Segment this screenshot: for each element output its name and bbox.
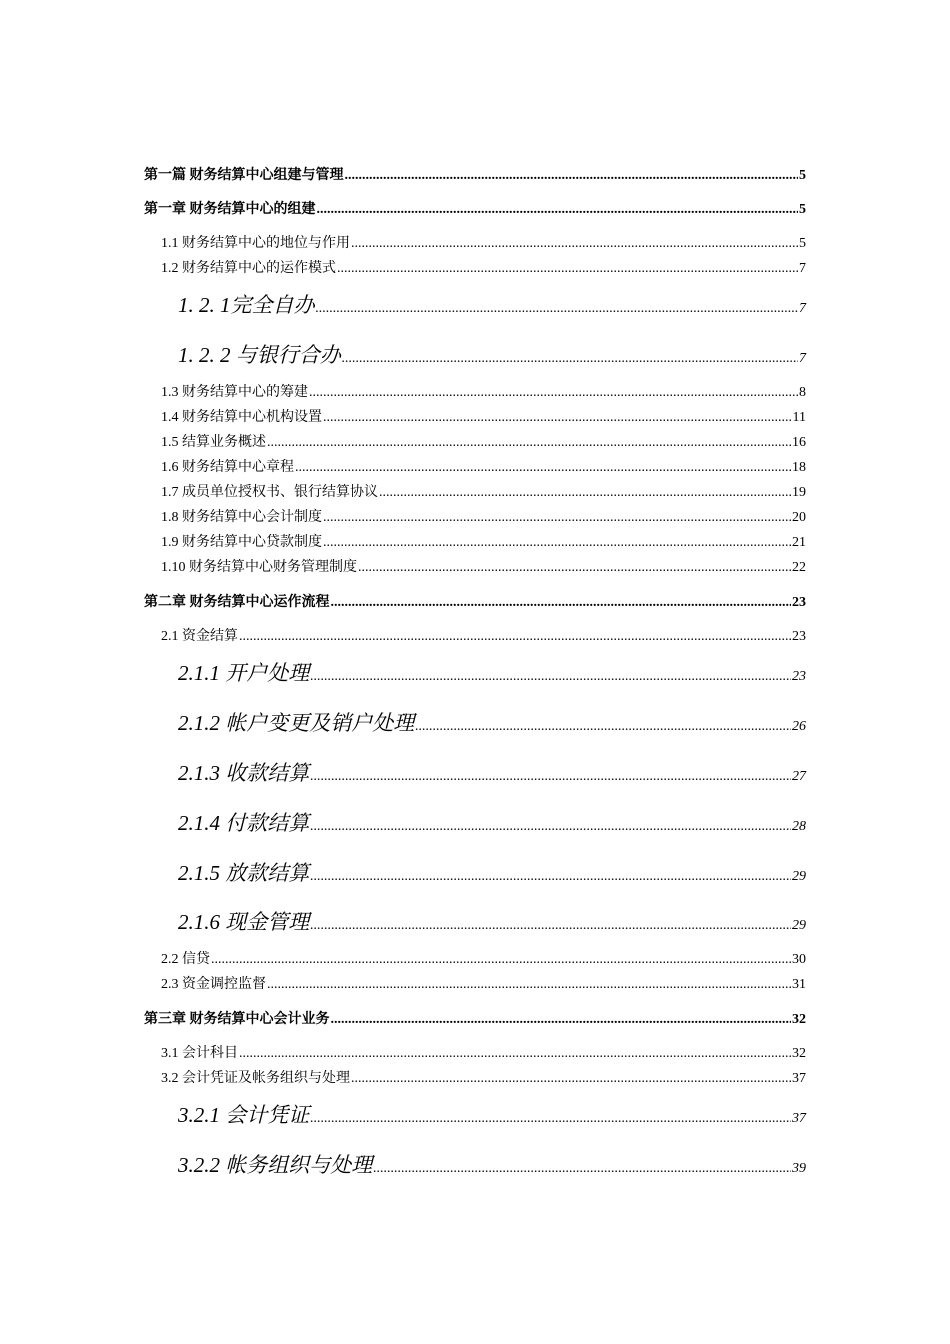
toc-entry[interactable] bbox=[178, 1149, 806, 1179]
toc-entry[interactable] bbox=[144, 1008, 806, 1028]
toc-entry-title: 1.9 财务结算中心贷款制度 bbox=[161, 535, 322, 550]
toc-leader-dots bbox=[323, 410, 792, 426]
toc-entry-page: 32 bbox=[792, 1046, 806, 1061]
toc-leader-dots bbox=[351, 1071, 791, 1087]
toc-entry[interactable] bbox=[178, 807, 806, 837]
toc-entry[interactable] bbox=[161, 948, 806, 968]
toc-leader-dots bbox=[323, 535, 791, 551]
toc-entry-page: 28 bbox=[792, 819, 806, 834]
toc-leader-dots bbox=[310, 869, 791, 885]
toc-entry-page: 16 bbox=[792, 435, 806, 450]
toc-entry[interactable] bbox=[161, 456, 806, 476]
toc-leader-dots bbox=[316, 301, 799, 317]
toc-entry-page: 8 bbox=[799, 385, 806, 400]
toc-entry[interactable] bbox=[161, 625, 806, 645]
toc-entry-page: 7 bbox=[799, 261, 806, 276]
toc-entry[interactable] bbox=[161, 973, 806, 993]
toc-leader-dots bbox=[331, 1012, 792, 1028]
toc-leader-dots bbox=[317, 202, 799, 218]
toc-entry-page: 29 bbox=[792, 918, 806, 933]
toc-entry[interactable] bbox=[178, 857, 806, 887]
toc-entry-title: 3.2.1 会计凭证 bbox=[178, 1103, 310, 1127]
toc-entry-page: 26 bbox=[792, 719, 806, 734]
toc-entry-title: 2.1.1 开户处理 bbox=[178, 661, 310, 685]
toc-entry[interactable] bbox=[178, 906, 806, 936]
toc-entry[interactable] bbox=[161, 232, 806, 252]
toc-entry-page: 5 bbox=[799, 168, 806, 183]
toc-entry[interactable] bbox=[144, 164, 806, 184]
toc-leader-dots bbox=[358, 560, 791, 576]
toc-entry[interactable] bbox=[178, 657, 806, 687]
toc-entry-title: 1.7 成员单位授权书、银行结算协议 bbox=[161, 485, 378, 500]
toc-leader-dots bbox=[309, 385, 798, 401]
toc-entry-title: 2.1.4 付款结算 bbox=[178, 811, 310, 835]
toc-entry-title: 第三章 财务结算中心会计业务 bbox=[144, 1012, 330, 1027]
toc-entry-title: 2.1.5 放款结算 bbox=[178, 861, 310, 885]
toc-leader-dots bbox=[239, 1046, 791, 1062]
toc-entry-page: 23 bbox=[792, 595, 806, 610]
toc-entry-title: 1.3 财务结算中心的筹建 bbox=[161, 385, 308, 400]
toc-entry-page: 23 bbox=[792, 669, 806, 684]
toc-entry-title: 2.1 资金结算 bbox=[161, 629, 238, 644]
toc-entry-title: 第一篇 财务结算中心组建与管理 bbox=[144, 168, 344, 183]
toc-entry-page: 22 bbox=[792, 560, 806, 575]
toc-entry-page: 30 bbox=[792, 952, 806, 967]
toc-entry-page: 5 bbox=[799, 236, 806, 251]
toc-entry-page: 5 bbox=[799, 202, 806, 217]
toc-leader-dots bbox=[323, 510, 791, 526]
toc-entry[interactable] bbox=[178, 757, 806, 787]
toc-leader-dots bbox=[310, 769, 791, 785]
toc-entry[interactable] bbox=[161, 406, 806, 426]
toc-leader-dots bbox=[267, 977, 791, 993]
toc-entry[interactable] bbox=[161, 506, 806, 526]
toc-entry-page: 7 bbox=[799, 351, 806, 366]
toc-entry-page: 29 bbox=[792, 869, 806, 884]
toc-entry-page: 18 bbox=[792, 460, 806, 475]
toc-leader-dots bbox=[310, 819, 791, 835]
toc-entry-title: 1.1 财务结算中心的地位与作用 bbox=[161, 236, 350, 251]
toc-entry-title: 3.2.2 帐务组织与处理 bbox=[178, 1153, 373, 1177]
toc-entry[interactable] bbox=[178, 707, 806, 737]
toc-entry-page: 21 bbox=[792, 535, 806, 550]
toc-entry[interactable] bbox=[161, 381, 806, 401]
toc-entry-title: 2.1.6 现金管理 bbox=[178, 910, 310, 934]
toc-entry-title: 1.10 财务结算中心财务管理制度 bbox=[161, 560, 357, 575]
toc-leader-dots bbox=[331, 595, 792, 611]
toc-entry[interactable] bbox=[178, 339, 806, 369]
toc-leader-dots bbox=[337, 261, 798, 277]
toc-leader-dots bbox=[415, 719, 791, 735]
toc-entry-title: 2.3 资金调控监督 bbox=[161, 977, 266, 992]
toc-entry-title: 第二章 财务结算中心运作流程 bbox=[144, 595, 330, 610]
toc-leader-dots bbox=[295, 460, 791, 476]
toc-entry[interactable] bbox=[144, 591, 806, 611]
toc-leader-dots bbox=[342, 351, 798, 367]
toc-leader-dots bbox=[310, 918, 791, 934]
toc-entry[interactable] bbox=[144, 198, 806, 218]
toc-entry[interactable] bbox=[178, 1099, 806, 1129]
toc-entry[interactable] bbox=[178, 289, 806, 319]
toc-entry[interactable] bbox=[161, 481, 806, 501]
toc-entry-title: 2.1.2 帐户变更及销户处理 bbox=[178, 711, 415, 735]
toc-leader-dots bbox=[351, 236, 798, 252]
toc-entry-page: 37 bbox=[792, 1071, 806, 1086]
toc-leader-dots bbox=[239, 629, 791, 645]
toc-entry[interactable] bbox=[161, 257, 806, 277]
toc-entry-page: 20 bbox=[792, 510, 806, 525]
toc-entry-page: 37 bbox=[792, 1111, 806, 1126]
toc-entry-title: 2.2 信贷 bbox=[161, 952, 210, 967]
toc-entry-page: 27 bbox=[792, 769, 806, 784]
toc-entry-page: 7 bbox=[799, 301, 806, 316]
toc-entry-page: 31 bbox=[792, 977, 806, 992]
toc-entry[interactable] bbox=[161, 556, 806, 576]
toc-entry-title: 1.2 财务结算中心的运作模式 bbox=[161, 261, 336, 276]
toc-leader-dots bbox=[267, 435, 791, 451]
toc-entry-title: 第一章 财务结算中心的组建 bbox=[144, 202, 316, 217]
toc-entry[interactable] bbox=[161, 1042, 806, 1062]
toc-entry-title: 1.5 结算业务概述 bbox=[161, 435, 266, 450]
toc-entry-page: 19 bbox=[792, 485, 806, 500]
toc-entry-page: 32 bbox=[792, 1012, 806, 1027]
toc-leader-dots bbox=[379, 485, 791, 501]
toc-entry[interactable] bbox=[161, 531, 806, 551]
toc-entry-title: 1. 2. 1完全自办 bbox=[178, 293, 315, 317]
toc-entry[interactable] bbox=[161, 431, 806, 451]
toc-entry-title: 1.8 财务结算中心会计制度 bbox=[161, 510, 322, 525]
toc-entry-title: 1. 2. 2 与银行合办 bbox=[178, 343, 341, 367]
toc-entry-page: 39 bbox=[792, 1161, 806, 1176]
toc-leader-dots bbox=[345, 168, 799, 184]
toc-leader-dots bbox=[310, 669, 791, 685]
toc-entry-title: 2.1.3 收款结算 bbox=[178, 761, 310, 785]
toc-entry-title: 3.1 会计科目 bbox=[161, 1046, 238, 1061]
toc-entry-page: 11 bbox=[792, 410, 806, 425]
toc-leader-dots bbox=[310, 1111, 791, 1127]
toc-leader-dots bbox=[211, 952, 791, 968]
toc-entry-title: 3.2 会计凭证及帐务组织与处理 bbox=[161, 1071, 350, 1086]
toc-leader-dots bbox=[373, 1161, 791, 1177]
toc-entry[interactable] bbox=[161, 1067, 806, 1087]
toc-entry-title: 1.6 财务结算中心章程 bbox=[161, 460, 294, 475]
toc-entry-title: 1.4 财务结算中心机构设置 bbox=[161, 410, 322, 425]
toc-entry-page: 23 bbox=[792, 629, 806, 644]
